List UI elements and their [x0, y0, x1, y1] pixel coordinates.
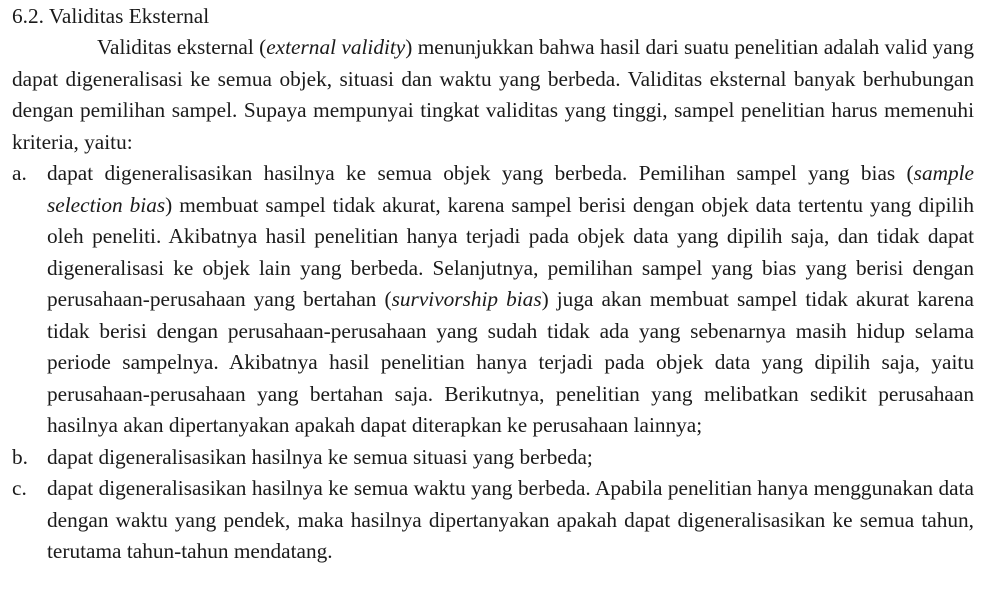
item-a-text-1: dapat digeneralisasikan hasilnya ke semua objek yang berbeda. Pemilihan sampel yang bias ( [47, 161, 914, 185]
criteria-item-b-text: dapat digeneralisasikan hasilnya ke semua situasi yang berbeda; [47, 444, 593, 469]
criteria-item-c-text: dapat digeneralisasikan hasilnya ke semua waktu yang berbeda. Apabila penelitian hanya menggunakan data dengan waktu yang pendek, maka hasilnya dipertanyakan apakah dapat digeneralisasikan ke semua tahun, terutama tahun-tahun mendatang. [47, 476, 974, 563]
criteria-item-c [12, 473, 974, 568]
item-a-text-2: ) membuat sampel tidak akurat, karena sampel berisi dengan objek data tertentu yang dipilih oleh peneliti. Akibatnya hasil penelitian hanya terjadi pada objek data yang dipilih saja, dan tidak dapat digeneralisasi ke objek lain yang berbeda. Selanjutnya, pemilihan sampel yang bias yang berisi dengan perusahaan-perusahaan yang bertahan ( [47, 192, 974, 311]
criteria-list [12, 158, 974, 568]
intro-italic-term: external validity [266, 35, 406, 59]
intro-text-2: ) menunjukkan bahwa hasil dari suatu penelitian adalah valid yang dapat digeneralisasi ke semua objek, situasi dan waktu yang berbeda. Validitas eksternal banyak berhubungan dengan pemilihan sampel. Supaya mempunyai tingkat validitas yang tinggi, sampel penelitian harus memenuhi kriteria, yaitu: [12, 35, 974, 154]
item-a-italic-2: survivorship bias [391, 287, 542, 311]
item-a-text-3: ) juga akan membuat sampel tidak akurat karena tidak berisi dengan perusahaan-perusahaan yang sudah tidak ada yang sebenarnya masih hidup selama periode sampelnya. Akibatnya hasil penelitian hanya terjadi pada objek data yang dipilih saja, yaitu perusahaan-perusahaan yang bertahan saja. Berikutnya, penelitian yang melibatkan sedikit perusahaan hasilnya akan dipertanyakan apakah dapat diterapkan ke perusahaan lainnya; [47, 287, 974, 437]
intro-text-1: Validitas eksternal ( [97, 35, 267, 59]
criteria-item-a-text [47, 158, 974, 442]
item-a-italic-1: sample selection bias [47, 161, 974, 217]
section-heading: 6.2. Validitas Eksternal [12, 4, 210, 28]
list-marker-c: c. [12, 476, 27, 500]
criteria-item-a [12, 158, 974, 442]
intro-paragraph [12, 32, 974, 158]
criteria-item-b [12, 442, 974, 474]
list-marker-a: a. [12, 161, 27, 185]
list-marker-b: b. [12, 444, 28, 469]
